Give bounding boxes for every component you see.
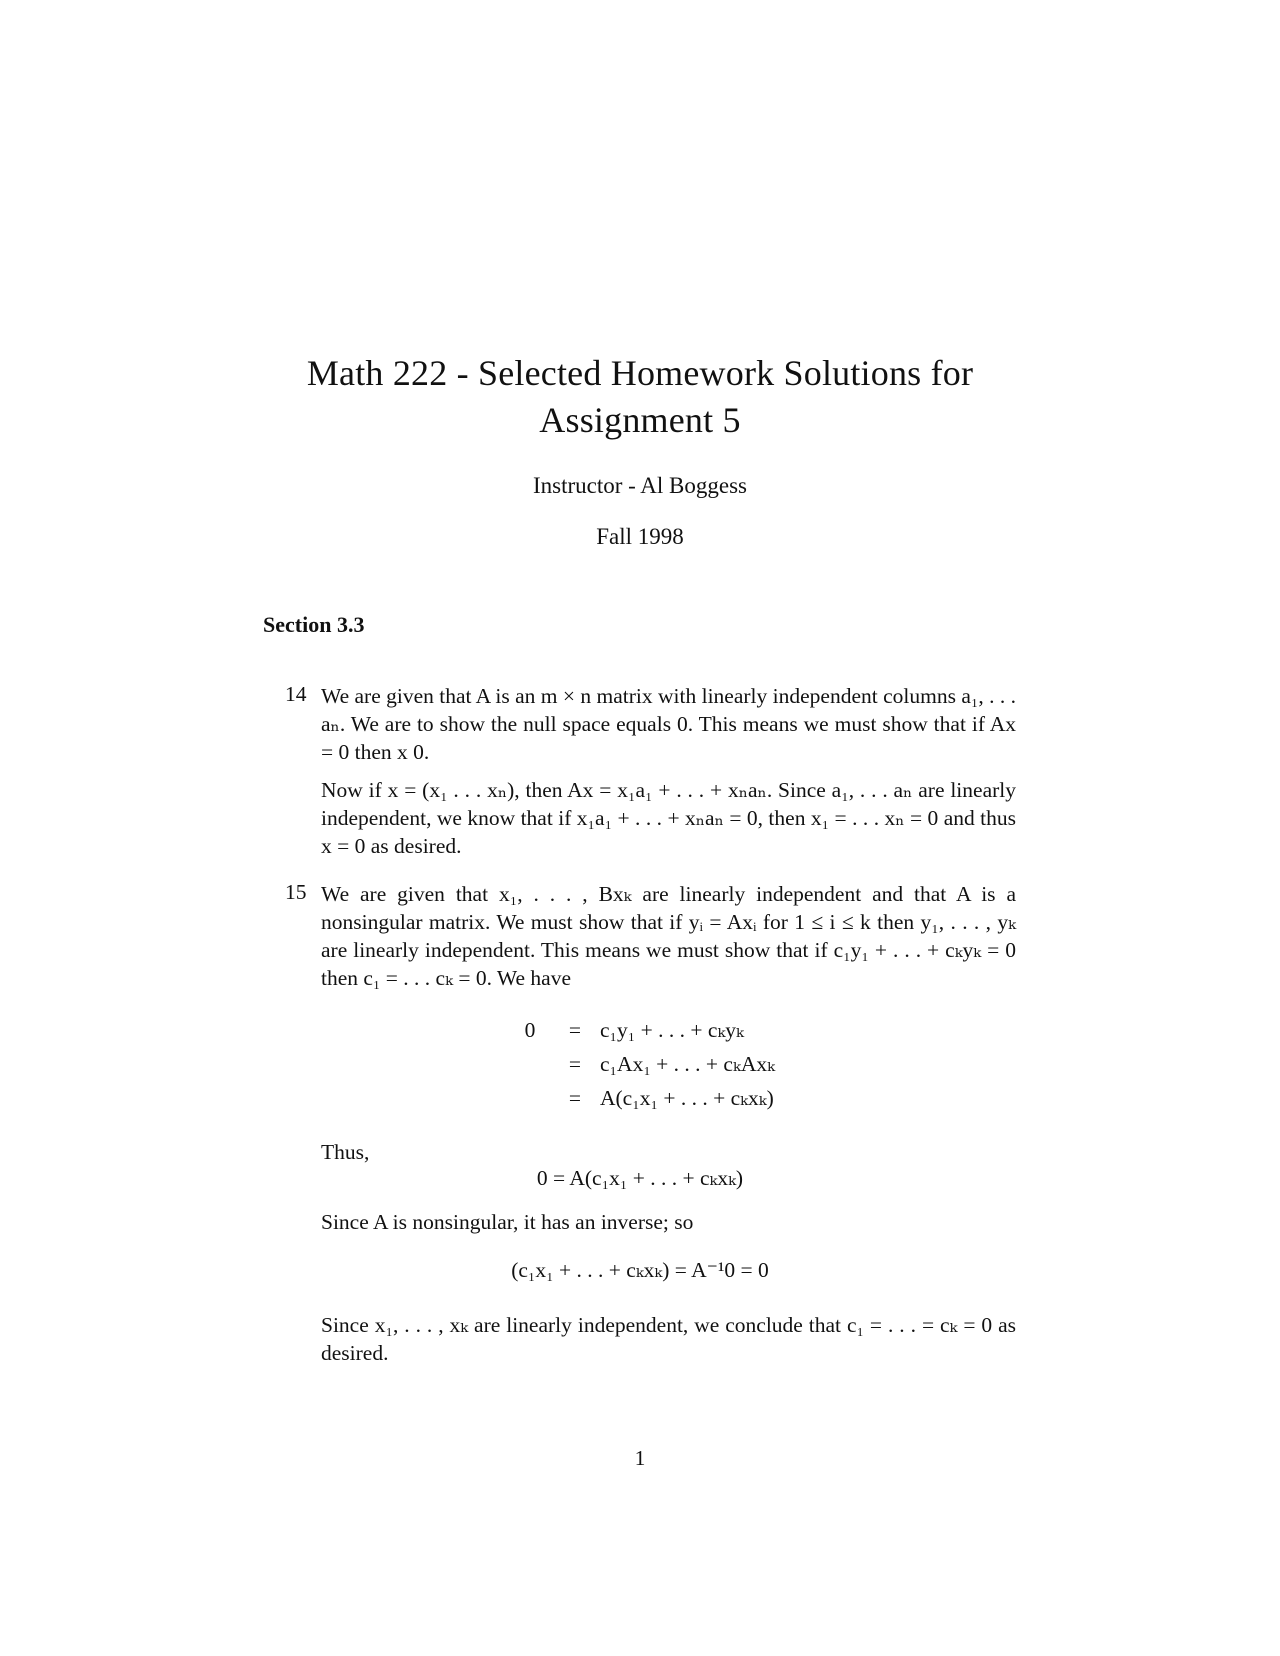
problem-number: 15	[285, 880, 307, 904]
section-heading: Section 3.3	[263, 612, 365, 637]
problem-14-paragraph-1: We are given that A is an m × n matrix with linearly independent columns a₁, . . . aₙ. We are to show the null space equals 0. This means we must show that if Ax = 0 then x 0.	[321, 684, 1016, 764]
document-title-line-2: Assignment 5	[539, 400, 741, 440]
problem-15-paragraph-1: We are given that x₁, . . . , Bxₖ are linearly independent and that A is a nonsingular matrix. We must show that if yᵢ = Axᵢ for 1 ≤ i ≤ k then y₁, . . . , yₖ are linearly independent. This means we must show that if c₁y₁ + . . . + cₖyₖ = 0 then c₁ = . . . cₖ = 0. We have	[321, 882, 1016, 990]
equation-lhs: 0	[524, 1018, 536, 1042]
equation-relation: =	[568, 1052, 582, 1076]
equation-relation: =	[568, 1086, 582, 1110]
conclusion-text: Since x₁, . . . , xₖ are linearly independent, we conclude that c₁ = . . . = cₖ = 0 as desired.	[321, 1313, 1016, 1365]
since-text: Since A is nonsingular, it has an inverse; so	[321, 1210, 694, 1234]
display-equation-1: 0 = A(c₁x₁ + . . . + cₖxₖ)	[536, 1166, 744, 1190]
document-title-line-1: Math 222 - Selected Homework Solutions for	[306, 353, 974, 393]
problem-number: 14	[285, 682, 307, 706]
date-line: Fall 1998	[596, 524, 684, 549]
page-number: 1	[634, 1446, 646, 1470]
equation-rhs: A(c₁x₁ + . . . + cₖxₖ)	[600, 1086, 774, 1110]
display-equation-2: (c₁x₁ + . . . + cₖxₖ) = A⁻¹0 = 0	[511, 1258, 769, 1282]
thus-text: Thus,	[321, 1140, 370, 1164]
equation-rhs: c₁Ax₁ + . . . + cₖAxₖ	[600, 1052, 775, 1076]
equation-rhs: c₁y₁ + . . . + cₖyₖ	[600, 1018, 744, 1042]
author-line: Instructor - Al Boggess	[532, 473, 747, 498]
equation-relation: =	[568, 1018, 582, 1042]
problem-14-paragraph-2: Now if x = (x₁ . . . xₙ), then Ax = x₁a₁ + . . . + xₙaₙ. Since a₁, . . . aₙ are linearly independent, we know that if x₁a₁ + . . . + xₙaₙ = 0, then x₁ = . . . xₙ = 0 and thus x = 0 as desired.	[321, 778, 1016, 858]
